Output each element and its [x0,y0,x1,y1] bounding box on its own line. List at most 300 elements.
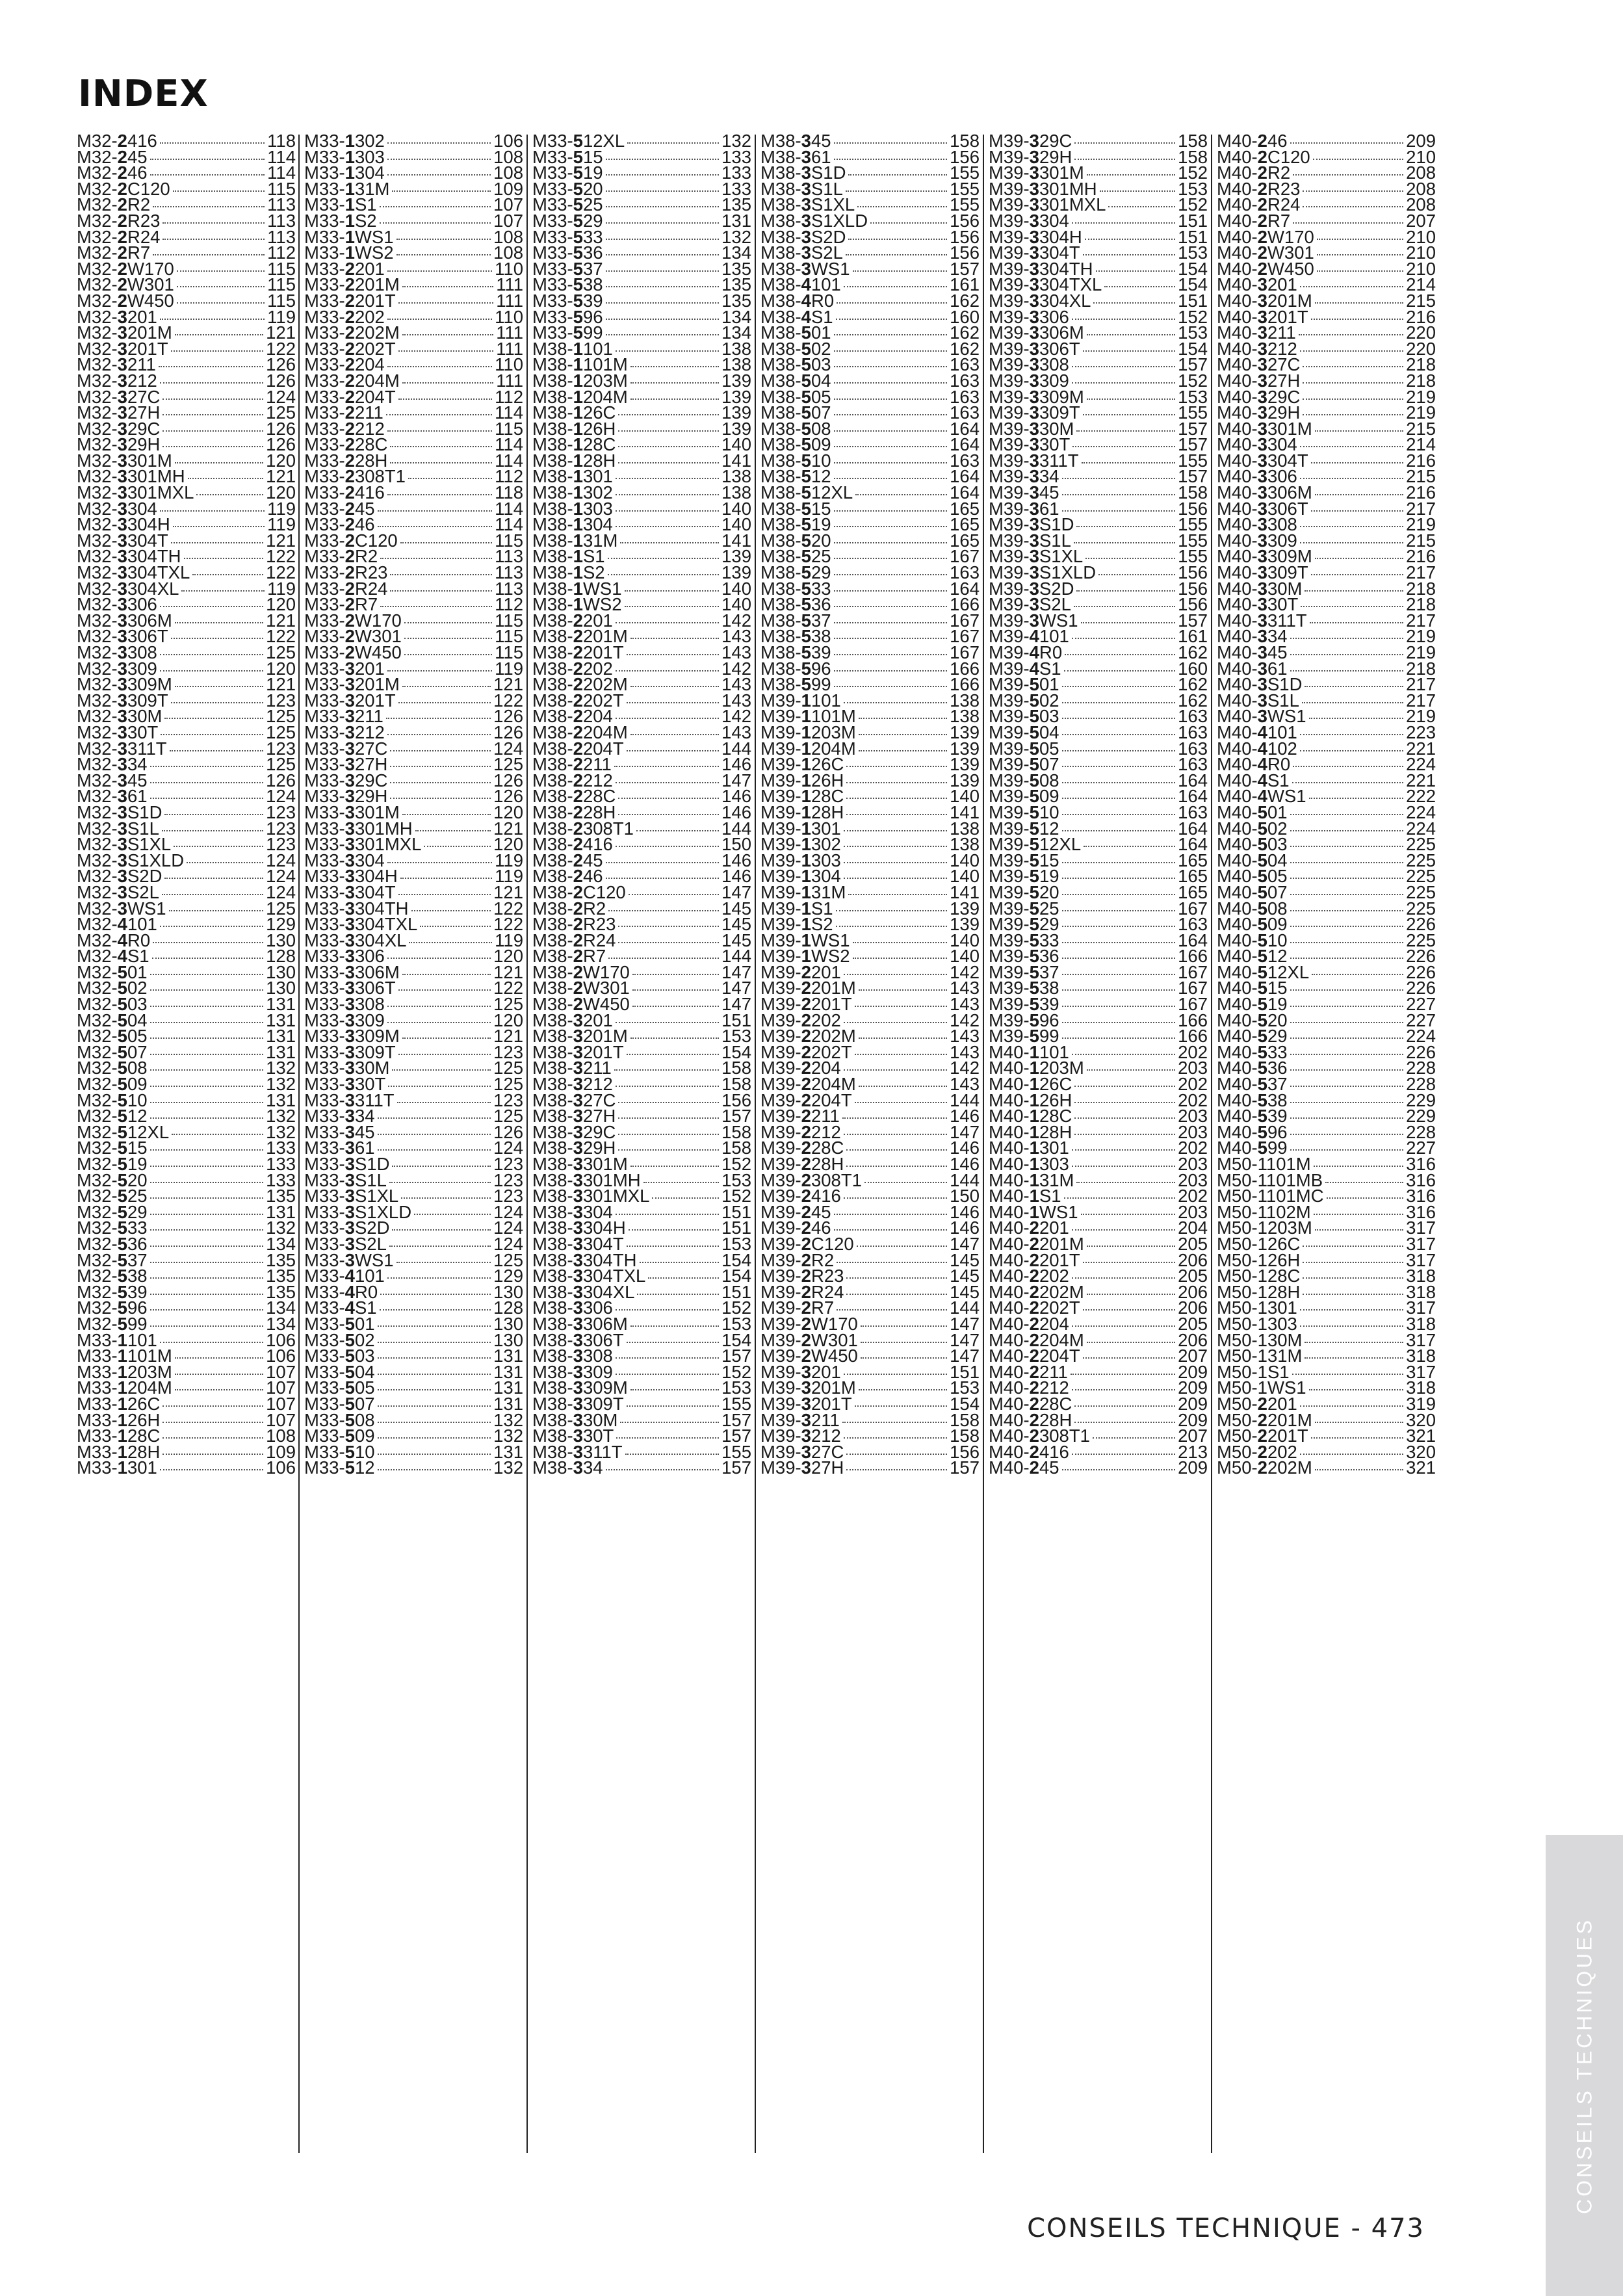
entry-page-number: 145 [950,1249,980,1270]
entry-code-suffix: 304T [1039,242,1080,263]
entry-code-suffix: 201T [127,338,168,359]
entry-page-number: 205 [1178,1313,1208,1334]
entry-code-prefix: M38- [532,722,573,742]
entry-page-number: 156 [1178,562,1208,583]
entry-page-number: 121 [493,961,523,982]
entry-page-number: 163 [1178,754,1208,775]
entry-code-bold: 5 [117,1249,127,1270]
entry-page-number: 316 [1406,1169,1436,1190]
entry-code-suffix: 07 [127,1041,148,1062]
entry-code-prefix: M38- [532,1361,573,1382]
dot-leader [1303,1277,1403,1279]
dot-leader [150,1166,264,1167]
dot-leader [387,174,491,176]
dot-leader [378,1405,491,1407]
entry-code-prefix: M33- [304,738,345,759]
entry-code-prefix: M39- [989,354,1030,375]
entry-page-number: 112 [267,242,296,263]
dot-leader [834,638,948,639]
entry-code-suffix: 304H [1039,226,1082,247]
entry-page-number: 151 [1178,210,1208,231]
dot-leader [173,526,265,527]
entry-code-suffix: 202M [1039,1281,1084,1302]
entry-code-prefix: M32- [77,1186,118,1207]
dot-leader [836,319,948,320]
dot-leader [834,590,948,592]
entry-code-suffix: R23 [354,562,388,583]
entry-code-bold: 3 [117,594,127,615]
entry-code-prefix: M38- [532,850,573,870]
entry-page-number: 160 [1178,658,1208,679]
dot-leader [846,814,947,815]
entry-code-bold: 5 [1029,690,1039,711]
dot-leader [1072,446,1175,447]
entry-code-bold: 3 [344,802,355,822]
entry-code-prefix: M40- [989,1169,1030,1190]
dot-leader [1072,1166,1175,1167]
entry-code-prefix: M39- [989,594,1030,615]
entry-page-number: 147 [721,994,751,1015]
entry-code-prefix: M40- [1217,210,1258,231]
entry-page-number: 151 [1178,226,1208,247]
entry-code-prefix: M33- [304,898,345,919]
entry-code-suffix: 204 [1039,1313,1069,1334]
dot-leader [606,334,720,335]
dot-leader [378,1117,491,1119]
entry-code-bold: 3 [1029,306,1039,327]
dot-leader [1303,190,1403,192]
entry-code-prefix: M33- [304,194,345,215]
entry-code-suffix: 204T [811,1089,852,1110]
dot-leader [861,1357,947,1359]
entry-code-bold: 5 [117,1058,127,1078]
dot-leader [844,1437,947,1439]
entry-code-bold: 2 [1029,1457,1039,1478]
entry-page-number: 126 [493,770,523,790]
entry-code-suffix: 30T [582,1426,614,1446]
entry-code-prefix: M39- [760,1233,801,1254]
entry-page-number: 124 [266,386,296,407]
entry-code-bold: 1 [573,530,583,551]
entry-page-number: 126 [493,722,523,742]
entry-code-bold: 5 [573,306,583,327]
entry-page-number: 123 [493,1089,523,1110]
entry-page-number: 122 [493,690,523,711]
entry-page-number: 107 [266,1409,296,1430]
entry-code-bold: 3 [344,1201,355,1222]
entry-code-bold: 3 [117,370,127,391]
entry-code-bold: 3 [573,1041,583,1062]
dot-leader [398,894,491,895]
entry-page-number: 316 [1406,1154,1436,1174]
entry-page-number: 129 [266,914,296,935]
entry-code-prefix: M39- [989,642,1030,662]
entry-code-bold: 5 [1029,834,1039,855]
entry-code-suffix: 306T [1039,338,1080,359]
entry-code-suffix: 309T [1267,562,1308,583]
entry-code-bold: 3 [117,466,127,487]
dot-leader [859,1389,947,1390]
entry-code-bold: 2 [344,338,355,359]
dot-leader [409,942,492,943]
dot-leader [616,1374,719,1375]
entry-code-suffix: W450 [127,290,174,311]
entry-code-bold: 5 [117,1010,127,1030]
entry-page-number: 125 [266,898,296,919]
entry-code-suffix: 212 [354,722,385,742]
entry-code-prefix: M40- [1217,770,1258,790]
entry-code-suffix: 20 [582,178,603,199]
entry-code-suffix: 27H [127,402,161,423]
dot-leader [620,1422,719,1423]
entry-code-suffix: S1L [811,178,843,199]
entry-code-prefix: M50- [1217,1233,1258,1254]
dot-leader [175,334,263,335]
entry-code-prefix: M38- [532,674,573,695]
dot-leader [174,846,263,847]
dot-leader [846,1294,947,1295]
entry-code-suffix: 37 [1267,1074,1288,1095]
entry-code-suffix: 20 [1267,1010,1288,1030]
entry-code-suffix: 201T [811,994,852,1015]
entry-code-prefix: M38- [760,163,801,183]
entry-page-number: 318 [1406,1346,1436,1366]
entry-code-prefix: M40- [1217,754,1258,775]
dot-leader [846,1277,947,1279]
entry-code-prefix: M32- [77,163,118,183]
entry-page-number: 215 [1406,290,1436,311]
entry-code-bold: 5 [1029,1010,1039,1030]
entry-page-number: 114 [267,146,296,167]
entry-code-prefix: M38- [760,482,801,503]
entry-code-prefix: M33- [304,306,345,327]
entry-page-number: 145 [950,1266,980,1286]
entry-code-bold: 3 [117,642,127,662]
entry-code-bold: 3 [1029,178,1039,199]
entry-code-suffix: R24 [354,578,388,599]
entry-code-bold: 2 [117,210,127,231]
entry-code-prefix: M33- [304,242,345,263]
entry-code-bold: 3 [344,1186,355,1207]
dot-leader [380,1309,491,1311]
entry-page-number: 156 [950,210,980,231]
entry-code-suffix: 99 [1039,1026,1059,1047]
dot-leader [1062,766,1176,767]
entry-code-prefix: M40- [989,1361,1030,1382]
entry-code-bold: 1 [573,370,583,391]
dot-leader [150,1214,264,1215]
dot-leader [618,1149,719,1151]
entry-code-bold: 3 [344,818,355,839]
entry-code-bold: 3 [344,914,355,935]
entry-code-prefix: M38- [532,1233,573,1254]
entry-code-suffix: 28C [811,786,844,807]
entry-page-number: 219 [1406,642,1436,662]
entry-page-number: 163 [950,450,980,471]
entry-page-number: 229 [1406,1089,1436,1110]
dot-leader [396,1262,491,1263]
entry-code-prefix: M38- [532,610,573,631]
entry-page-number: 144 [721,738,751,759]
entry-code-bold: 3 [117,386,127,407]
entry-code-bold: 5 [801,594,811,615]
entry-page-number: 162 [1178,690,1208,711]
entry-code-suffix: 301MH [127,466,185,487]
entry-code-suffix: 27H [1267,370,1301,391]
entry-code-suffix: 27C [354,738,388,759]
entry-page-number: 210 [1406,258,1436,279]
entry-code-prefix: M40- [1217,1121,1258,1142]
entry-page-number: 121 [493,674,523,695]
entry-page-number: 131 [493,1393,523,1414]
entry-code-bold: 2 [573,626,583,647]
entry-page-number: 144 [721,818,751,839]
entry-code-prefix: M40- [989,1121,1030,1142]
entry-code-suffix: 20 [127,1169,148,1190]
entry-code-suffix: 12 [1267,946,1288,967]
dot-leader [844,1374,947,1375]
dot-leader [171,542,263,543]
entry-code-bold: 5 [801,562,811,583]
entry-code-suffix: WS1 [1267,786,1306,807]
dot-leader [606,319,720,320]
entry-page-number: 320 [1406,1409,1436,1430]
entry-code-prefix: M32- [77,322,118,343]
dot-leader [1062,942,1176,943]
dot-leader [1085,239,1175,240]
entry-code-prefix: M32- [77,690,118,711]
entry-page-number: 138 [950,834,980,855]
entry-page-number: 142 [950,1010,980,1030]
entry-code-bold: 5 [1257,914,1267,935]
entry-page-number: 139 [721,370,751,391]
entry-code-bold: 3 [1257,594,1267,615]
entry-code-bold: 2 [344,546,355,567]
entry-code-suffix: 1WS1 [1257,1377,1306,1398]
entry-code-bold: 1 [573,386,583,407]
entry-code-suffix: S1XL [354,1186,399,1207]
entry-code-prefix: M39- [989,322,1030,343]
entry-code-suffix: 15 [127,1138,148,1158]
entry-code-bold: 2 [573,706,583,727]
dot-leader [1290,862,1404,863]
entry-code-bold: 3 [1029,578,1039,599]
entry-page-number: 154 [1178,258,1208,279]
entry-code-prefix: M32- [77,626,118,647]
entry-code-prefix: M38- [532,1201,573,1222]
entry-page-number: 162 [950,338,980,359]
entry-code-prefix: M40- [1217,722,1258,742]
entry-code-bold: 5 [801,626,811,647]
entry-code-suffix: 25 [1039,898,1059,919]
entry-code-suffix: S1XLD [1039,562,1097,583]
dot-leader [1062,702,1176,703]
entry-code-bold: 1 [801,802,811,822]
entry-page-number: 120 [493,834,523,855]
entry-code-suffix: WS2 [582,594,622,615]
dot-leader [834,558,948,559]
entry-code-bold: 1 [117,1377,127,1398]
dot-leader [171,702,263,703]
dot-leader [397,1102,491,1103]
entry-code-prefix: M39- [760,930,801,950]
entry-page-number: 114 [495,450,523,471]
entry-code-prefix: M40- [989,1457,1030,1478]
entry-code-prefix: M33- [304,1218,345,1238]
entry-page-number: 215 [1406,466,1436,487]
entry-code-suffix: 39 [1039,994,1059,1015]
entry-code-suffix: 30M [1267,578,1303,599]
entry-code-bold: 2 [344,274,355,295]
dot-leader [1081,1214,1176,1215]
entry-code-prefix: M40- [1217,802,1258,822]
entry-code-prefix: M38- [760,546,801,567]
dot-leader [1074,1134,1175,1135]
entry-code-prefix: M40- [1217,1074,1258,1095]
entry-code-suffix: R0 [811,290,835,311]
entry-code-suffix: 01 [1039,674,1059,695]
entry-code-prefix: M32- [77,706,118,727]
entry-code-bold: 3 [1029,274,1039,295]
entry-code-suffix: 45 [582,850,603,870]
entry-code-prefix: M40- [1217,322,1258,343]
entry-code-bold: 2 [573,738,583,759]
entry-code-prefix: M38- [532,866,573,887]
entry-code-suffix: 308 [127,642,157,662]
dot-leader [150,174,265,176]
entry-code-bold: 3 [117,610,127,631]
entry-code-bold: 3 [344,850,355,870]
entry-page-number: 124 [493,1218,523,1238]
entry-code-prefix: M40- [1217,674,1258,695]
entry-page-number: 135 [266,1281,296,1302]
dot-leader [606,286,720,287]
entry-code-suffix: 304TH [582,1249,637,1270]
entry-code-suffix: 304T [354,881,396,902]
entry-page-number: 110 [495,306,523,327]
entry-page-number: 202 [1178,1138,1208,1158]
entry-code-bold: 3 [801,1426,811,1446]
entry-code-prefix: M38- [532,434,573,455]
entry-code-prefix: M39- [760,1457,801,1478]
entry-code-prefix: M39- [760,1154,801,1174]
entry-page-number: 318 [1406,1377,1436,1398]
entry-code-prefix: M33- [304,1058,345,1078]
entry-code-bold: 3 [117,834,127,855]
entry-code [989,1457,1059,1478]
entry-code-prefix: M32- [77,498,118,519]
entry-code-suffix: 33 [1039,930,1059,950]
entry-code-suffix: 204 [811,1058,841,1078]
entry-page-number: 138 [721,338,751,359]
entry-code-bold: 1 [573,450,583,471]
entry-page-number: 123 [266,818,296,839]
entry-code-suffix: 30T [127,722,159,742]
entry-page-number: 223 [1406,722,1436,742]
entry-page-number: 219 [1406,514,1436,535]
entry-code-bold: 2 [1257,1393,1267,1414]
entry-page-number: 139 [950,770,980,790]
entry-code-suffix: 96 [1039,1010,1059,1030]
entry-code-prefix: M32- [77,946,118,967]
entry-code-suffix: 301M [127,450,172,471]
entry-page-number: 155 [721,1441,751,1462]
dot-leader [606,1469,720,1470]
entry-page-number: 221 [1406,738,1436,759]
entry-code-suffix: 201M [354,274,400,295]
entry-code-bold: 3 [344,1218,355,1238]
entry-code-suffix: W301 [811,1329,858,1350]
entry-code-suffix: R24 [811,1281,844,1302]
dot-leader [160,926,263,927]
entry-code-bold: 2 [344,418,355,439]
entry-code-suffix: C120 [1267,146,1310,167]
entry-code-suffix: 306M [127,610,172,631]
entry-code-suffix: 309T [582,1393,624,1414]
entry-code-prefix: M33- [304,178,345,199]
entry-page-number: 134 [266,1298,296,1318]
entry-code-bold: 1 [344,146,355,167]
entry-code-bold: 5 [344,1409,355,1430]
entry-code-suffix: 36 [127,1233,148,1254]
entry-code-suffix: S2D [127,866,162,887]
entry-code-suffix: 304 [811,866,841,887]
entry-code-suffix: R7 [127,242,151,263]
dot-leader [378,1454,491,1455]
entry-page-number: 131 [266,1026,296,1047]
entry-page-number: 317 [1406,1233,1436,1254]
entry-page-number: 210 [1406,226,1436,247]
entry-page-number: 320 [1406,1441,1436,1462]
entry-code-suffix: S1 [811,898,833,919]
dot-leader [837,1309,947,1311]
entry-code-suffix: 304H [582,1218,626,1238]
dot-leader [618,814,719,815]
entry-code-bold: 3 [1257,354,1267,375]
entry-code-bold: 3 [573,1346,583,1366]
entry-page-number: 113 [267,226,296,247]
entry-page-number: 158 [950,131,980,151]
entry-code-suffix: 15 [582,146,603,167]
entry-code-bold: 3 [1029,610,1039,631]
entry-code-prefix: M32- [77,1169,118,1190]
entry-code-suffix: 1301 [1257,1298,1297,1318]
entry-code-prefix: M50- [1217,1393,1258,1414]
entry-page-number: 125 [493,1074,523,1095]
index-entry [77,1457,296,1478]
dot-leader [396,239,491,240]
dot-leader [616,622,719,623]
entry-page-number: 152 [1178,370,1208,391]
entry-code-prefix: M33- [304,418,345,439]
entry-code-bold: 3 [801,146,811,167]
entry-page-number: 219 [1406,626,1436,647]
entry-code-prefix: M32- [77,1106,118,1127]
dot-leader [834,446,948,447]
entry-code-prefix: M33- [304,961,345,982]
entry-code-suffix: 212 [1267,338,1297,359]
entry-code-prefix: M33- [304,1041,345,1062]
entry-code-bold: 3 [801,242,811,263]
entry-code-bold: 3 [1029,146,1039,167]
entry-code-bold: 3 [1029,338,1039,359]
entry-page-number: 153 [721,1169,751,1190]
entry-code-bold: 3 [117,674,127,695]
entry-code-prefix: M32- [77,482,118,503]
entry-code-prefix: M39- [989,194,1030,215]
entry-code-suffix: 12XL [1267,961,1310,982]
entry-code-bold: 2 [344,626,355,647]
